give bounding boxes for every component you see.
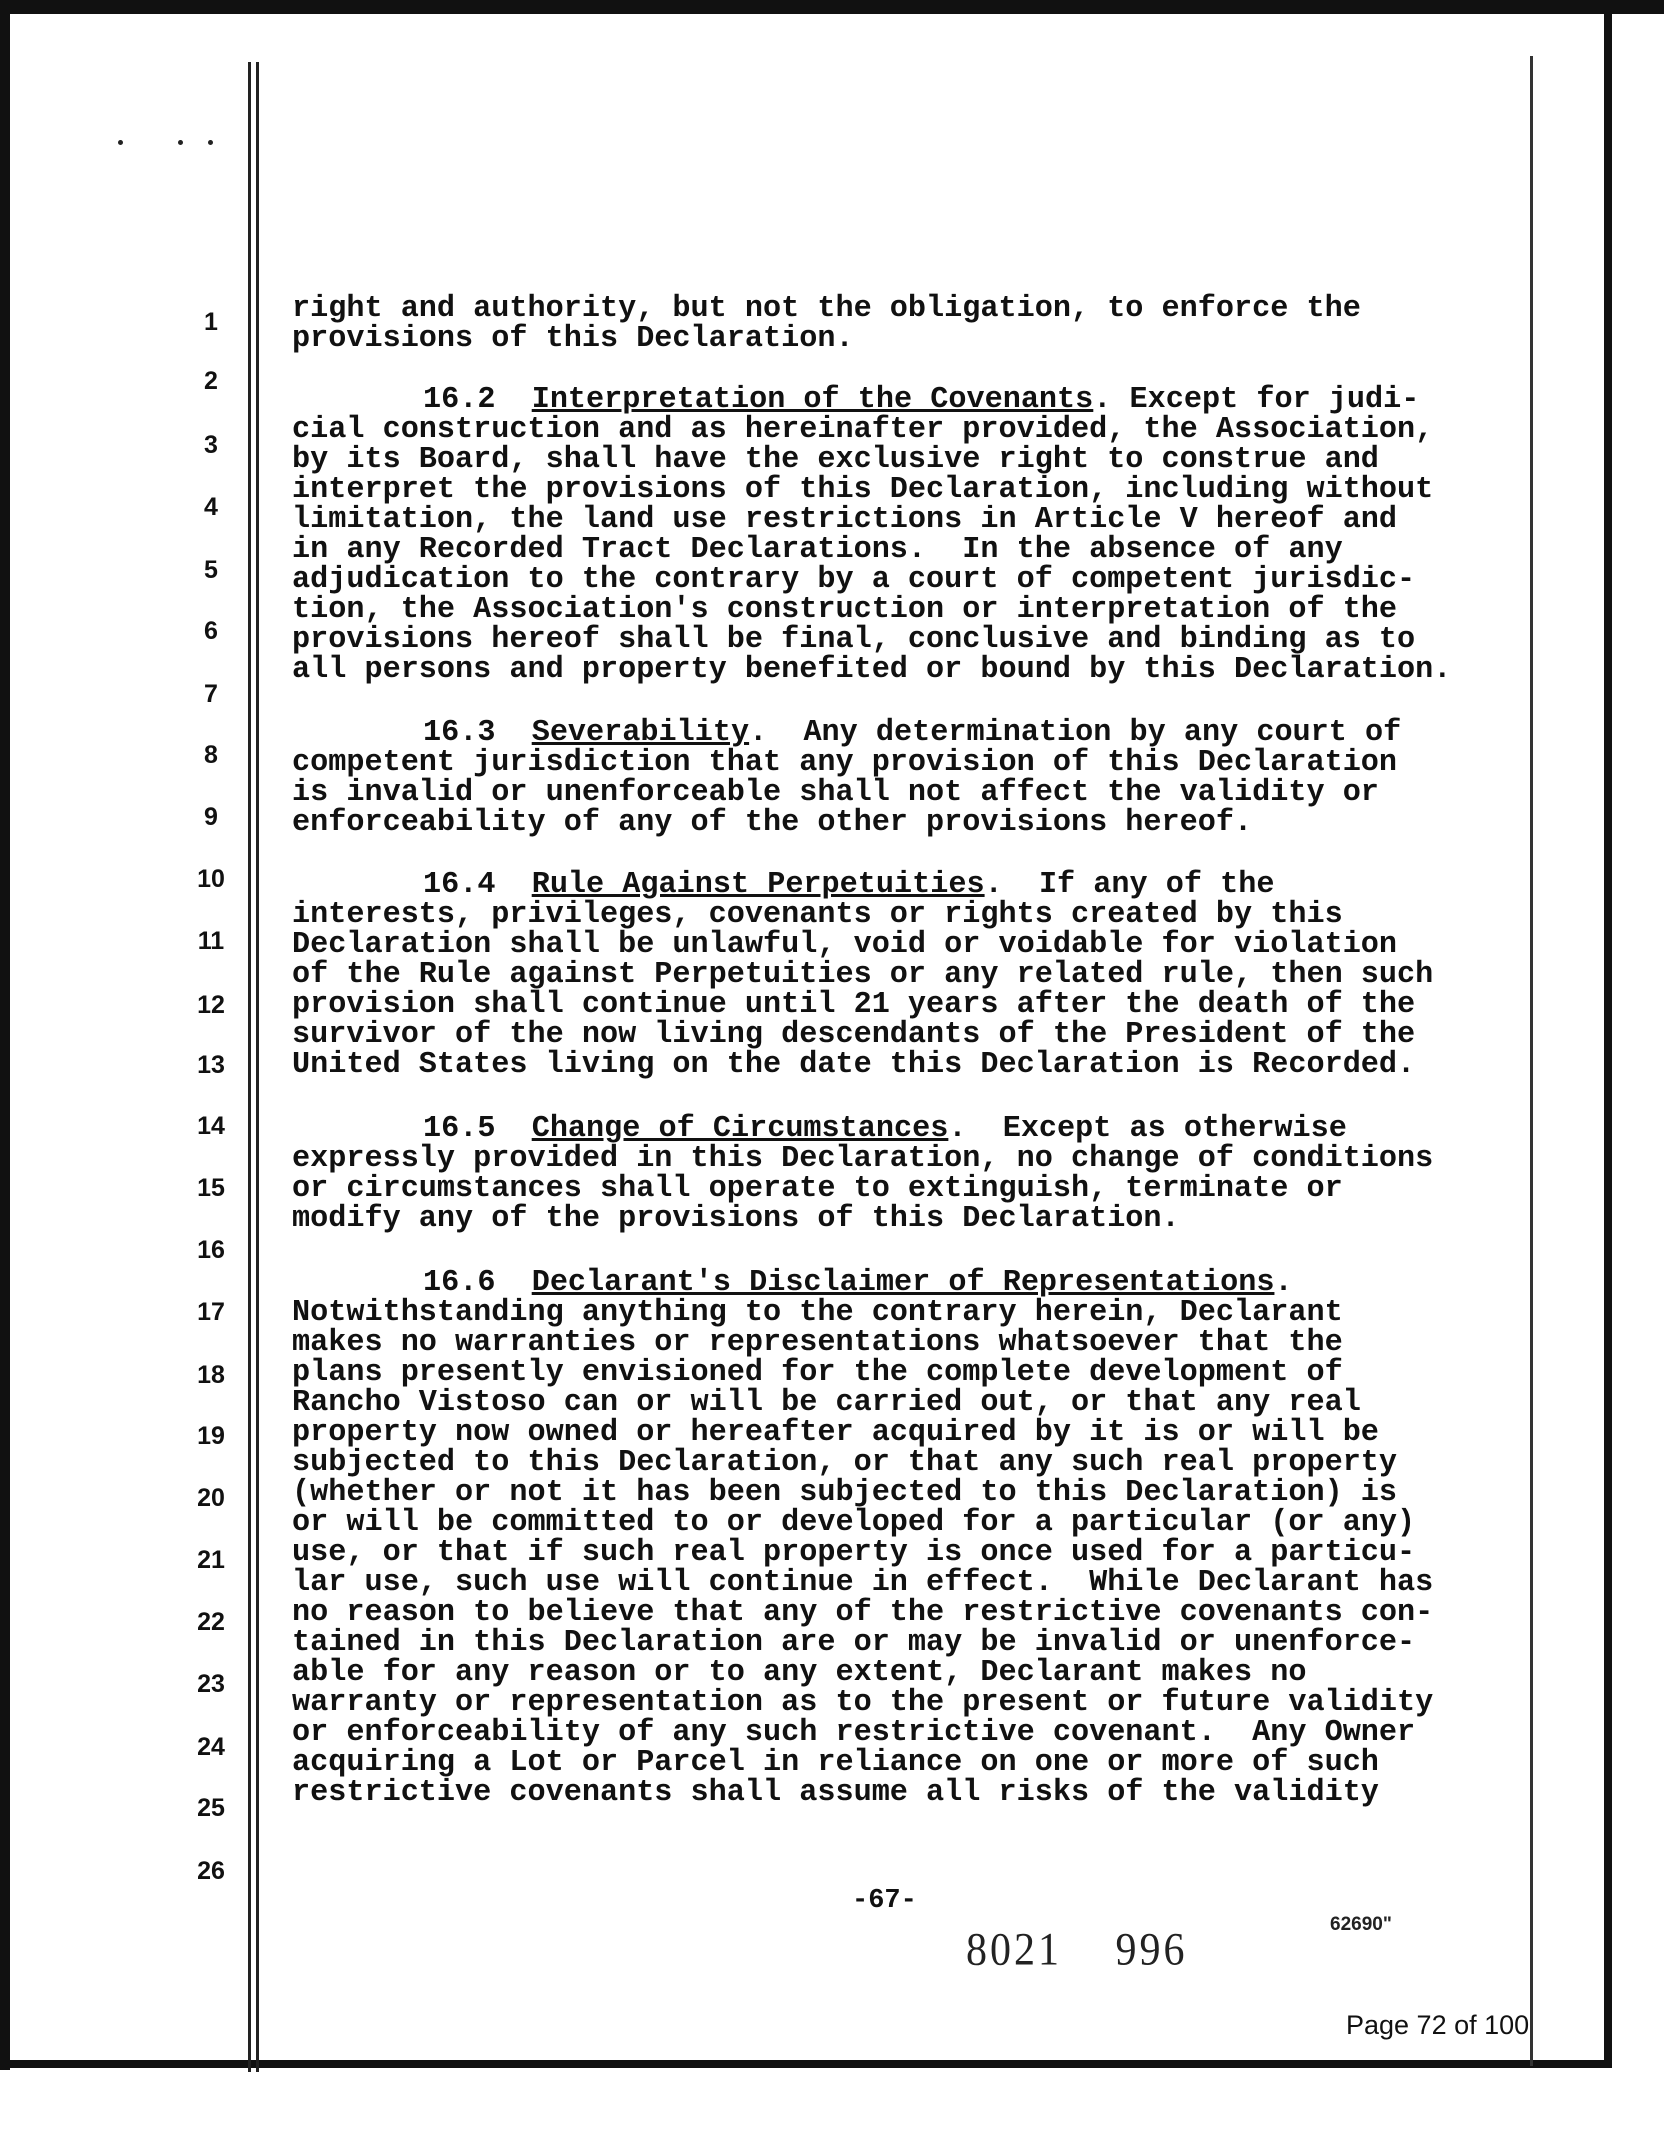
line-number: 24	[197, 1733, 225, 1761]
text-line: subjected to this Declaration, or that any such real property	[292, 1446, 1398, 1480]
text-line: Notwithstanding anything to the contrary herein, Declarant	[292, 1296, 1343, 1330]
section-lead-text: . Except as otherwise	[948, 1112, 1347, 1146]
line-number: 20	[197, 1484, 225, 1512]
section-title: Interpretation of the Covenants	[531, 383, 1094, 417]
page-border-right	[1604, 6, 1612, 2066]
text-line: modify any of the provisions of this Declaration.	[292, 1202, 1180, 1236]
section-heading-line	[292, 1114, 1347, 1144]
line-number: 2	[204, 367, 218, 395]
scan-speck	[208, 140, 213, 145]
text-line: no reason to believe that any of the restrictive covenants con-	[292, 1596, 1434, 1630]
text-line: United States living on the date this Declaration is Recorded.	[292, 1048, 1416, 1082]
text-line: is invalid or unenforceable shall not affect the validity or	[292, 776, 1379, 810]
text-line: or enforceability of any such restrictive covenant. Any Owner	[292, 1716, 1416, 1750]
line-number: 17	[197, 1298, 225, 1326]
section-number: 16.2	[423, 383, 496, 417]
page-border-bottom	[0, 2060, 1612, 2068]
text-line: all persons and property benefited or bound by this Declaration.	[292, 653, 1452, 687]
text-line: Declaration shall be unlawful, void or voidable for violation	[292, 928, 1398, 962]
line-number: 13	[197, 1051, 225, 1079]
section-lead-text: .	[1274, 1266, 1293, 1300]
section-title: Rule Against Perpetuities	[531, 868, 985, 902]
text-line: enforceability of any of the other provisions hereof.	[292, 806, 1253, 840]
recording-stamp-small: 62690"	[1330, 1914, 1392, 1935]
right-margin-rule	[1530, 56, 1533, 2066]
text-line: Rancho Vistoso can or will be carried out, or that any real	[292, 1386, 1361, 1420]
line-number: 25	[197, 1794, 225, 1822]
text-line: of the Rule against Perpetuities or any related rule, then such	[292, 958, 1434, 992]
text-line: limitation, the land use restrictions in Article V hereof and	[292, 503, 1398, 537]
text-line: or circumstances shall operate to extinguish, terminate or	[292, 1172, 1343, 1206]
scan-speck	[178, 140, 183, 145]
line-number: 10	[197, 865, 225, 893]
scan-speck	[118, 140, 123, 145]
text-line: by its Board, shall have the exclusive right to construe and	[292, 443, 1379, 477]
text-line: right and authority, but not the obligation, to enforce the	[292, 292, 1361, 326]
line-number: 12	[197, 991, 225, 1019]
text-line: able for any reason or to any extent, Declarant makes no	[292, 1656, 1307, 1690]
text-line: plans presently envisioned for the complete development of	[292, 1356, 1343, 1390]
text-line: interests, privileges, covenants or rights created by this	[292, 898, 1343, 932]
page-number: -67-	[852, 1886, 917, 1916]
text-line: expressly provided in this Declaration, no change of conditions	[292, 1142, 1434, 1176]
text-line: in any Recorded Tract Declarations. In the absence of any	[292, 533, 1343, 567]
section-number: 16.5	[423, 1112, 496, 1146]
line-number: 21	[197, 1546, 225, 1574]
text-line: tained in this Declaration are or may be invalid or unenforce-	[292, 1626, 1416, 1660]
line-number: 19	[197, 1422, 225, 1450]
section-heading-line	[292, 1268, 1293, 1298]
line-number: 9	[204, 803, 218, 831]
text-line: adjudication to the contrary by a court of competent jurisdic-	[292, 563, 1416, 597]
line-number: 6	[204, 617, 218, 645]
section-heading-line	[292, 870, 1274, 900]
page-border-top	[0, 0, 1664, 14]
recording-stamp: 8021 996	[966, 1924, 1188, 1976]
text-line: provisions hereof shall be final, conclusive and binding as to	[292, 623, 1416, 657]
line-number: 26	[197, 1857, 225, 1885]
text-line: restrictive covenants shall assume all risks of the validity	[292, 1776, 1379, 1810]
line-number: 11	[197, 927, 225, 955]
line-number: 15	[197, 1174, 225, 1202]
text-line: provisions of this Declaration.	[292, 322, 854, 356]
text-line: acquiring a Lot or Parcel in reliance on one or more of such	[292, 1746, 1379, 1780]
text-line: interpret the provisions of this Declaration, including without	[292, 473, 1434, 507]
text-line: or will be committed to or developed for a particular (or any)	[292, 1506, 1416, 1540]
page-border-left	[0, 0, 10, 2070]
line-number: 14	[197, 1112, 225, 1140]
text-line: property now owned or hereafter acquired by it is or will be	[292, 1416, 1379, 1450]
section-title: Change of Circumstances	[531, 1112, 949, 1146]
section-heading-line	[292, 718, 1401, 748]
text-line: competent jurisdiction that any provision of this Declaration	[292, 746, 1398, 780]
section-number: 16.6	[423, 1266, 496, 1300]
section-heading-line	[292, 385, 1419, 415]
line-number: 22	[197, 1608, 225, 1636]
section-lead-text: . If any of the	[984, 868, 1275, 902]
section-title: Declarant's Disclaimer of Representations	[531, 1266, 1275, 1300]
line-number: 1	[204, 308, 218, 336]
section-lead-text: . Any determination by any court of	[749, 716, 1402, 750]
line-number: 7	[204, 680, 218, 708]
text-line: (whether or not it has been subjected to this Declaration) is	[292, 1476, 1398, 1510]
left-margin-rule-inner	[256, 62, 259, 2072]
line-number: 23	[197, 1670, 225, 1698]
text-line: makes no warranties or representations whatsoever that the	[292, 1326, 1343, 1360]
section-number: 16.4	[423, 868, 496, 902]
text-line: lar use, such use will continue in effect. While Declarant has	[292, 1566, 1434, 1600]
line-number: 4	[204, 493, 218, 521]
page-of-count: Page 72 of 100	[1346, 2010, 1530, 2040]
text-line: cial construction and as hereinafter provided, the Association,	[292, 413, 1434, 447]
line-number: 5	[204, 556, 218, 584]
text-line: provision shall continue until 21 years after the death of the	[292, 988, 1416, 1022]
text-line: tion, the Association's construction or interpretation of the	[292, 593, 1398, 627]
line-number: 8	[204, 741, 218, 769]
left-margin-rule	[248, 62, 251, 2072]
line-number: 18	[197, 1361, 225, 1389]
line-number: 16	[197, 1236, 225, 1264]
section-title: Severability	[531, 716, 750, 750]
text-line: survivor of the now living descendants of the President of the	[292, 1018, 1416, 1052]
line-number: 3	[204, 431, 218, 459]
section-lead-text: . Except for judi-	[1093, 383, 1420, 417]
text-line: warranty or representation as to the present or future validity	[292, 1686, 1434, 1720]
text-line: use, or that if such real property is once used for a particu-	[292, 1536, 1416, 1570]
section-number: 16.3	[423, 716, 496, 750]
